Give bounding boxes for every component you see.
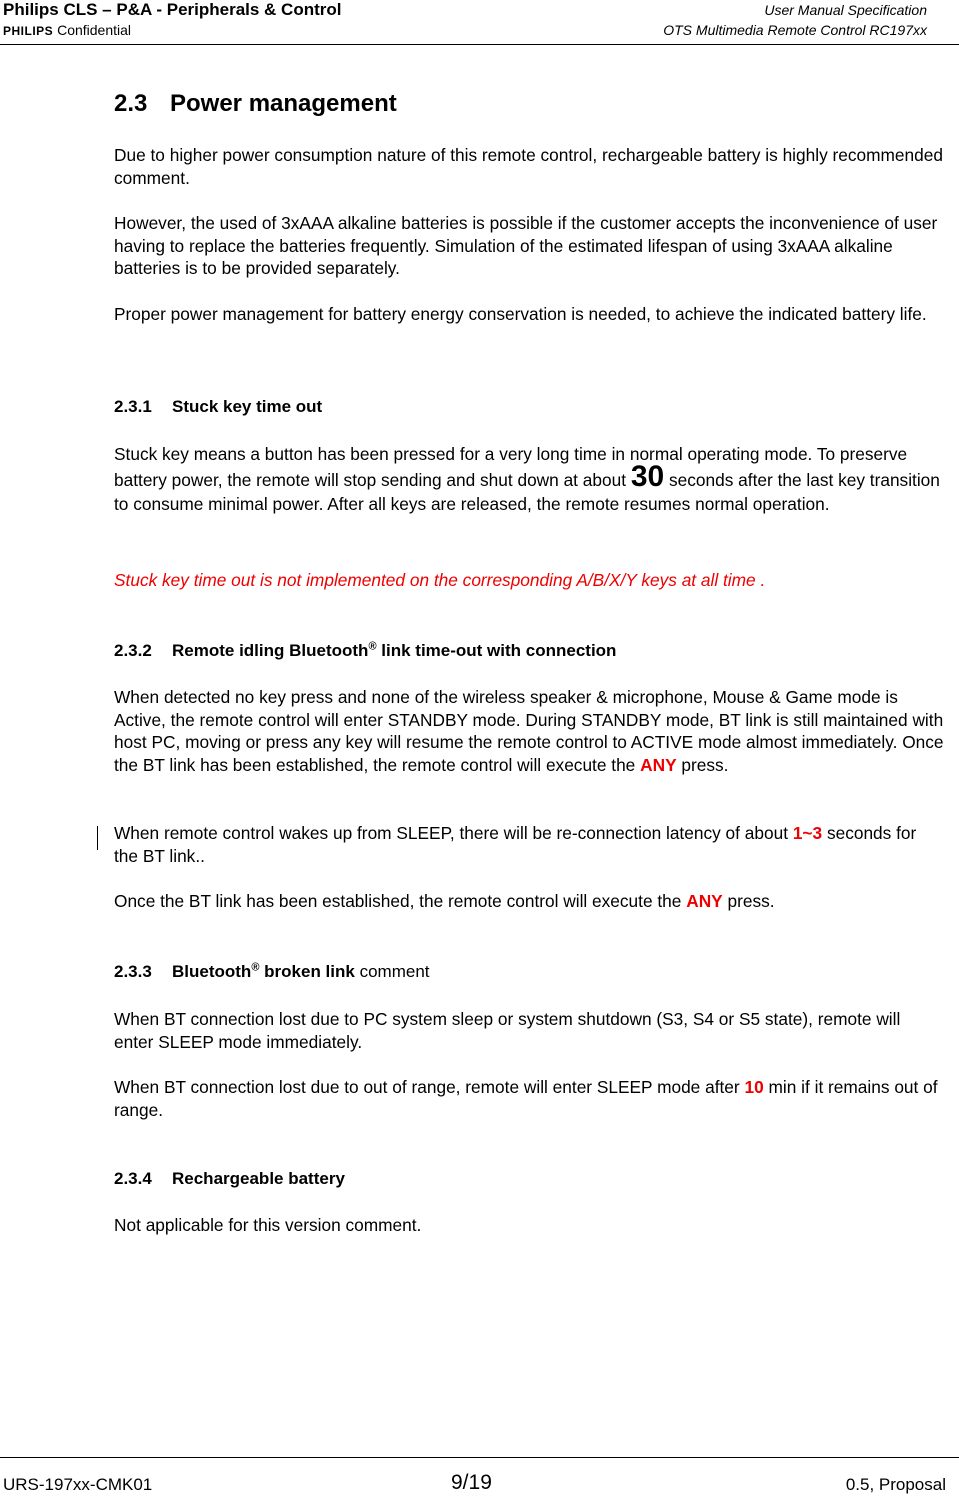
- subsection-number: 2.3.4: [114, 1169, 152, 1188]
- header-product: OTS Multimedia Remote Control RC197xx: [663, 22, 927, 38]
- text-run: Stuck key means a button has been pressed for a very long time in normal operating mode. To preserve battery power, the remote will stop sending and shut down at about: [114, 444, 908, 490]
- revision-change-bar: [97, 826, 98, 850]
- subsection-number: 2.3.3: [114, 962, 152, 981]
- paragraph-standby: [114, 686, 944, 776]
- latency-value: 1~3: [792, 823, 823, 843]
- philips-logo: PHILIPS: [3, 24, 54, 38]
- subsection-heading-stuck-key: [114, 397, 322, 417]
- subsection-number: 2.3.1: [114, 397, 152, 416]
- footer-version: 0.5, Proposal: [845, 1475, 946, 1494]
- text-run: seconds for the BT link..: [114, 823, 917, 866]
- text-run: min if it remains out of range.: [114, 1077, 938, 1120]
- text-run: press.: [676, 754, 729, 775]
- paragraph-out-of-range: [114, 1076, 944, 1121]
- subsection-title-rest: link time-out with connection: [376, 641, 617, 660]
- paragraph-not-applicable: Not applicable for this version comment.: [114, 1215, 422, 1235]
- registered-mark: ®: [251, 961, 260, 974]
- timeout-seconds-value: 30: [630, 460, 665, 493]
- any-key-label: ANY: [640, 754, 677, 775]
- paragraph-alkaline: However, the used of 3xAAA alkaline batteries is possible if the customer accepts the inconvenience of user having to replace the batteries frequently. Simulation of the estimated lifespan of using 3xAAA alkaline batteries is to be provided separately.: [114, 213, 938, 278]
- paragraph-system-sleep: When BT connection lost due to PC system sleep or system shutdown (S3, S4 or S5 state), remote will enter SLEEP mode immediately.: [114, 1009, 901, 1052]
- subsection-title: Remote idling Bluetooth: [172, 641, 369, 660]
- text-run: When detected no key press and none of the wireless speaker & microphone, Mouse & Game mode is Active, the remote control will enter STANDBY mode. During STANDBY mode, BT link is still maintained with host PC, moving or press any key will resume the remote control to ACTIVE mode almost immediately. Once the BT link has been established, the remote control will execute the: [114, 687, 944, 775]
- footer-doc-id: URS-197xx-CMK01: [3, 1475, 153, 1494]
- paragraph-stuck-key: [114, 442, 944, 516]
- subsection-title: Stuck key time out: [172, 397, 323, 416]
- confidential-label: Confidential: [57, 22, 132, 38]
- header-confidential-line: [3, 22, 131, 38]
- footer-divider: [0, 1457, 959, 1458]
- subsection-heading-broken-link: [114, 962, 430, 982]
- text-run: Once the BT link has been established, the remote control will execute the: [114, 891, 687, 911]
- text-run: seconds after the last key transition to consume minimal power. After all keys are released, the remote resumes normal operation.: [114, 470, 940, 514]
- note-stuck-key: Stuck key time out is not implemented on the corresponding A/B/X/Y keys at all time .: [114, 570, 766, 590]
- registered-mark: ®: [368, 640, 377, 653]
- text-run: When remote control wakes up from SLEEP, there will be re-connection latency of about: [114, 823, 793, 843]
- subsection-title: Bluetooth: [172, 962, 252, 981]
- subsection-heading-rechargeable: [114, 1169, 345, 1189]
- footer-page-number: 9/19: [451, 1471, 492, 1494]
- header-title: Philips CLS – P&A - Peripherals & Control: [3, 0, 342, 19]
- section-title: Power management: [170, 90, 397, 117]
- header-divider: [0, 44, 959, 45]
- subsection-title: Rechargeable battery: [172, 1169, 345, 1188]
- paragraph-consumption: Due to higher power consumption nature of this remote control, rechargeable battery is highly recommended comment.: [114, 145, 943, 188]
- section-number: 2.3: [114, 90, 148, 117]
- subsection-title-rest: broken link: [259, 962, 355, 981]
- section-heading: [114, 90, 397, 118]
- sleep-minutes-value: 10: [744, 1077, 764, 1097]
- any-key-label: ANY: [686, 891, 723, 911]
- paragraph-power-mgmt: Proper power management for battery energy conservation is needed, to achieve the indicated battery life.: [114, 304, 927, 324]
- paragraph-reconnect: [114, 822, 944, 867]
- text-run: When BT connection lost due to out of range, remote will enter SLEEP mode after: [114, 1077, 745, 1097]
- paragraph-bt-established: [114, 890, 944, 913]
- text-run: press.: [722, 891, 775, 911]
- header-doc-type: User Manual Specification: [764, 2, 927, 18]
- subsection-number: 2.3.2: [114, 641, 152, 660]
- subsection-heading-idling: [114, 641, 616, 661]
- subsection-comment: comment: [354, 962, 430, 981]
